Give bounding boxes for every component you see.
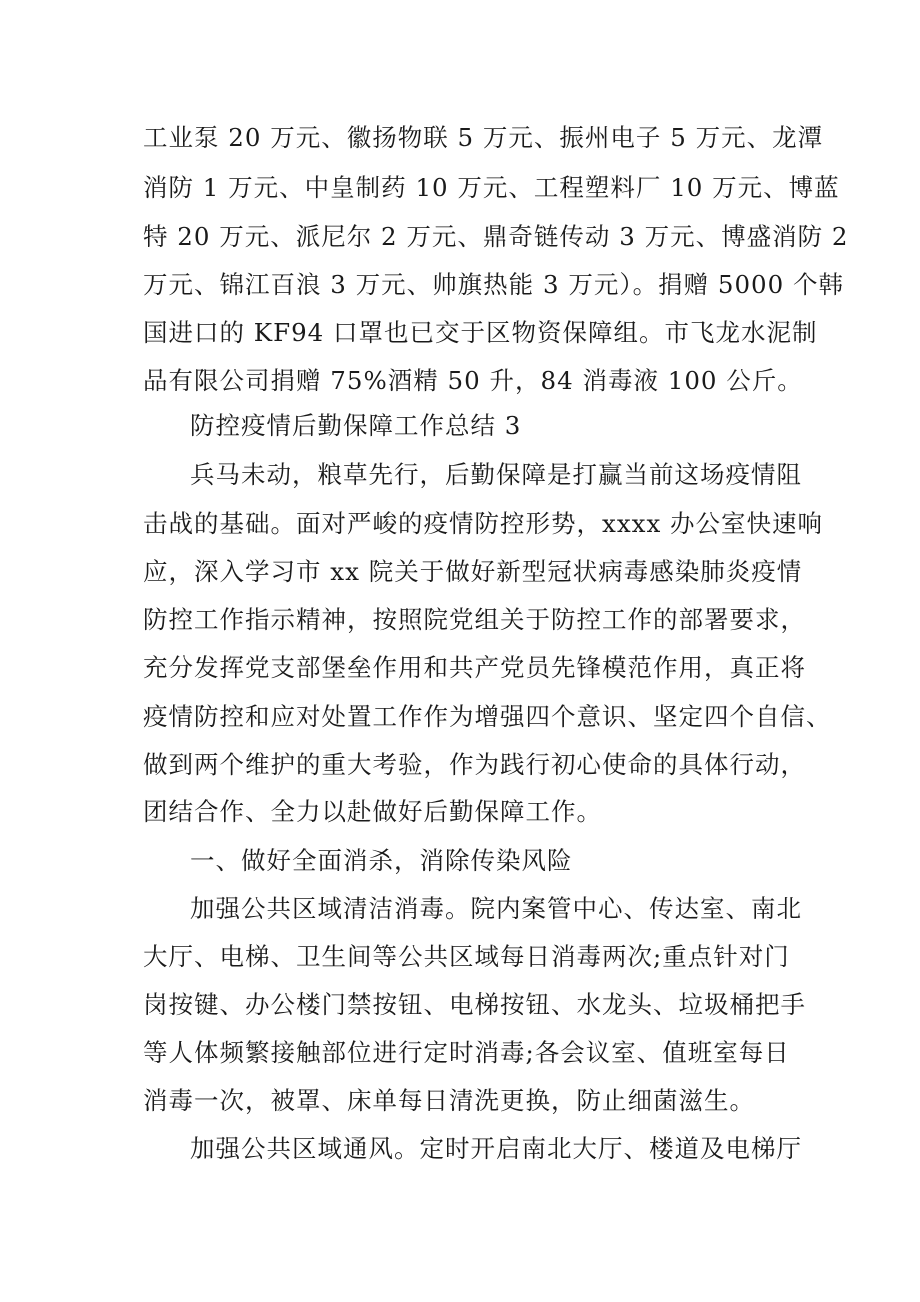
text-line: 等人体频繁接触部位进行定时消毒;各会议室、值班室每日: [143, 1038, 790, 1067]
text-line: 加强公共区域清洁消毒。院内案管中心、传达室、南北: [190, 894, 802, 923]
text-line: 工业泵 20 万元、徽扬物联 5 万元、振州电子 5 万元、龙潭: [143, 123, 824, 152]
text-line: 品有限公司捐赠 75%酒精 50 升，84 消毒液 100 公斤。: [143, 366, 803, 395]
text-line: 国进口的 KF94 口罩也已交于区物资保障组。市飞龙水泥制: [143, 318, 818, 347]
text-line: 疫情防控和应对处置工作作为增强四个意识、坚定四个自信、: [143, 702, 832, 731]
text-line: 兵马未动，粮草先行，后勤保障是打赢当前这场疫情阻: [190, 460, 802, 489]
text-line: 消防 1 万元、中皇制药 10 万元、工程塑料厂 10 万元、博蓝: [143, 173, 840, 202]
text-line: 大厅、电梯、卫生间等公共区域每日消毒两次;重点针对门: [143, 942, 790, 971]
text-line: 特 20 万元、派尼尔 2 万元、鼎奇链传动 3 万元、博盛消防 2: [143, 222, 849, 251]
text-line: 防控工作指示精神，按照院党组关于防控工作的部署要求，: [143, 605, 806, 634]
text-line: 做到两个维护的重大考验，作为践行初心使命的具体行动，: [143, 750, 806, 779]
text-line: 击战的基础。面对严峻的疫情防控形势，xxxx 办公室快速响: [143, 509, 824, 538]
section-heading: 防控疫情后勤保障工作总结 3: [190, 411, 522, 440]
text-line: 万元、锦江百浪 3 万元、帅旗热能 3 万元）。捐赠 5000 个韩: [143, 270, 845, 299]
text-line: 消毒一次，被罩、床单每日清洗更换，防止细菌滋生。: [143, 1086, 755, 1115]
text-line: 团结合作、全力以赴做好后勤保障工作。: [143, 797, 602, 826]
subsection-heading: 一、做好全面消杀，消除传染风险: [190, 846, 573, 875]
text-line: 应，深入学习市 xx 院关于做好新型冠状病毒感染肺炎疫情: [143, 557, 803, 586]
text-line: 岗按键、办公楼门禁按钮、电梯按钮、水龙头、垃圾桶把手: [143, 990, 806, 1019]
text-line: 加强公共区域通风。定时开启南北大厅、楼道及电梯厅: [190, 1134, 802, 1163]
text-line: 充分发挥党支部堡垒作用和共产党员先锋模范作用，真正将: [143, 653, 806, 682]
